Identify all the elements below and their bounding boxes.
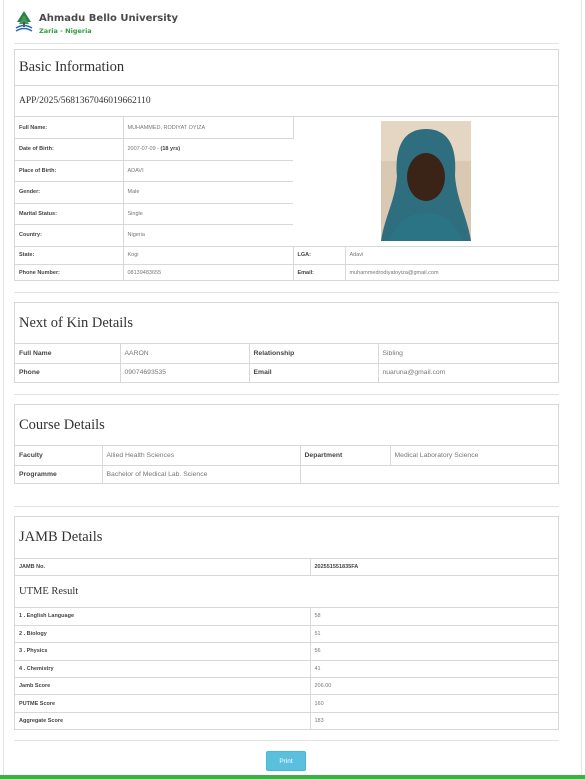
course-details-table: [15, 446, 558, 484]
kin-name-value: AARON: [120, 344, 249, 363]
state-label: State:: [15, 246, 123, 264]
kin-phone-label: Phone: [15, 363, 120, 382]
course-details-title: Course Details: [15, 405, 558, 446]
divider: [14, 740, 559, 741]
jamb-number-label: JAMB No.: [15, 559, 310, 575]
jamb-score-value: 206.00: [310, 678, 558, 695]
dob-value: 2007-07-09 - (18 yrs): [123, 139, 293, 161]
aggregate-score-label: Aggregate Score: [15, 712, 310, 729]
divider: [14, 394, 559, 395]
phone-value: 08139483655: [123, 264, 293, 281]
university-name: Ahmadu Bello University: [39, 13, 178, 24]
empty-cell: [300, 465, 558, 484]
header: [14, 10, 178, 38]
jamb-details-title: JAMB Details: [15, 517, 558, 559]
marital-status-value: Single: [123, 203, 293, 225]
kin-phone-value: 09074693535: [120, 363, 249, 382]
next-of-kin-title: Next of Kin Details: [15, 303, 558, 344]
jamb-number-table: [15, 559, 558, 575]
lga-value: Adavi: [345, 246, 558, 264]
subject-physics-score: 56: [310, 643, 558, 660]
kin-relationship-value: Sibling: [378, 344, 558, 363]
state-value: Kogi: [123, 246, 293, 264]
subject-english-score: 58: [310, 608, 558, 625]
dob-label: Date of Birth:: [15, 139, 123, 161]
place-of-birth-label: Place of Birth:: [15, 160, 123, 182]
email-value: muhammedrodiyatoyiza@gmail.com: [349, 269, 439, 276]
subject-chemistry-label: 4 . Chemistry: [15, 660, 310, 677]
utme-result-title: UTME Result: [15, 575, 558, 608]
gender-label: Gender:: [15, 182, 123, 204]
kin-name-label: Full Name: [15, 344, 120, 363]
lga-label: LGA:: [293, 246, 345, 264]
programme-value: Bachelor of Medical Lab. Science: [102, 465, 300, 484]
kin-email-label: Email: [249, 363, 378, 382]
university-location: Zaria - Nigeria: [39, 27, 92, 35]
full-name-value: MUHAMMED, RODIYAT OYIZA: [123, 117, 293, 139]
faculty-label: Faculty: [15, 446, 102, 465]
faculty-value: Allied Health Sciences: [102, 446, 300, 465]
age: (18 yrs): [160, 146, 181, 153]
jamb-number-value: 202551551835FA: [314, 564, 359, 570]
phone-label: Phone Number:: [15, 264, 123, 281]
place-of-birth-value: ADAVI: [123, 160, 293, 182]
department-label: Department: [300, 446, 390, 465]
country-label: Country:: [15, 225, 123, 247]
putme-score-label: PUTME Score: [15, 695, 310, 712]
divider: [14, 506, 559, 507]
next-of-kin-panel: [14, 302, 559, 383]
full-name-label: Full Name:: [15, 117, 123, 139]
putme-score-value: 160: [310, 695, 558, 712]
subject-english-label: 1 . English Language: [15, 608, 310, 625]
email-label: Email:: [293, 264, 345, 281]
university-logo: [14, 10, 34, 32]
print-button[interactable]: Print: [266, 751, 306, 771]
gender-value: Male: [123, 182, 293, 204]
basic-info-table: [15, 117, 558, 281]
course-details-panel: [14, 404, 559, 484]
next-of-kin-table: [15, 344, 558, 382]
application-number: APP/2025/5681367046019662110: [15, 86, 558, 117]
basic-info-panel: [14, 49, 559, 281]
divider: [14, 292, 559, 293]
marital-status-label: Marital Status:: [15, 203, 123, 225]
subject-physics-label: 3 . Physics: [15, 643, 310, 660]
divider: [14, 43, 559, 44]
aggregate-score-value: 183: [314, 718, 324, 725]
footer-bar: [0, 775, 585, 779]
jamb-score-label: Jamb Score: [15, 678, 310, 695]
department-value: Medical Laboratory Science: [390, 446, 558, 465]
kin-email-value: nuaruna@gmail.com: [382, 369, 446, 377]
utme-result-table: [15, 608, 558, 730]
subject-biology-score: 51: [310, 625, 558, 642]
country-value: Nigeria: [123, 225, 293, 247]
basic-info-title: Basic Information: [15, 50, 558, 86]
photo-cell: [293, 117, 558, 246]
programme-label: Programme: [15, 465, 102, 484]
jamb-details-panel: [14, 516, 559, 730]
kin-relationship-label: Relationship: [249, 344, 378, 363]
applicant-photo: [381, 121, 471, 241]
subject-chemistry-score: 41: [310, 660, 558, 677]
subject-biology-label: 2 . Biology: [15, 625, 310, 642]
